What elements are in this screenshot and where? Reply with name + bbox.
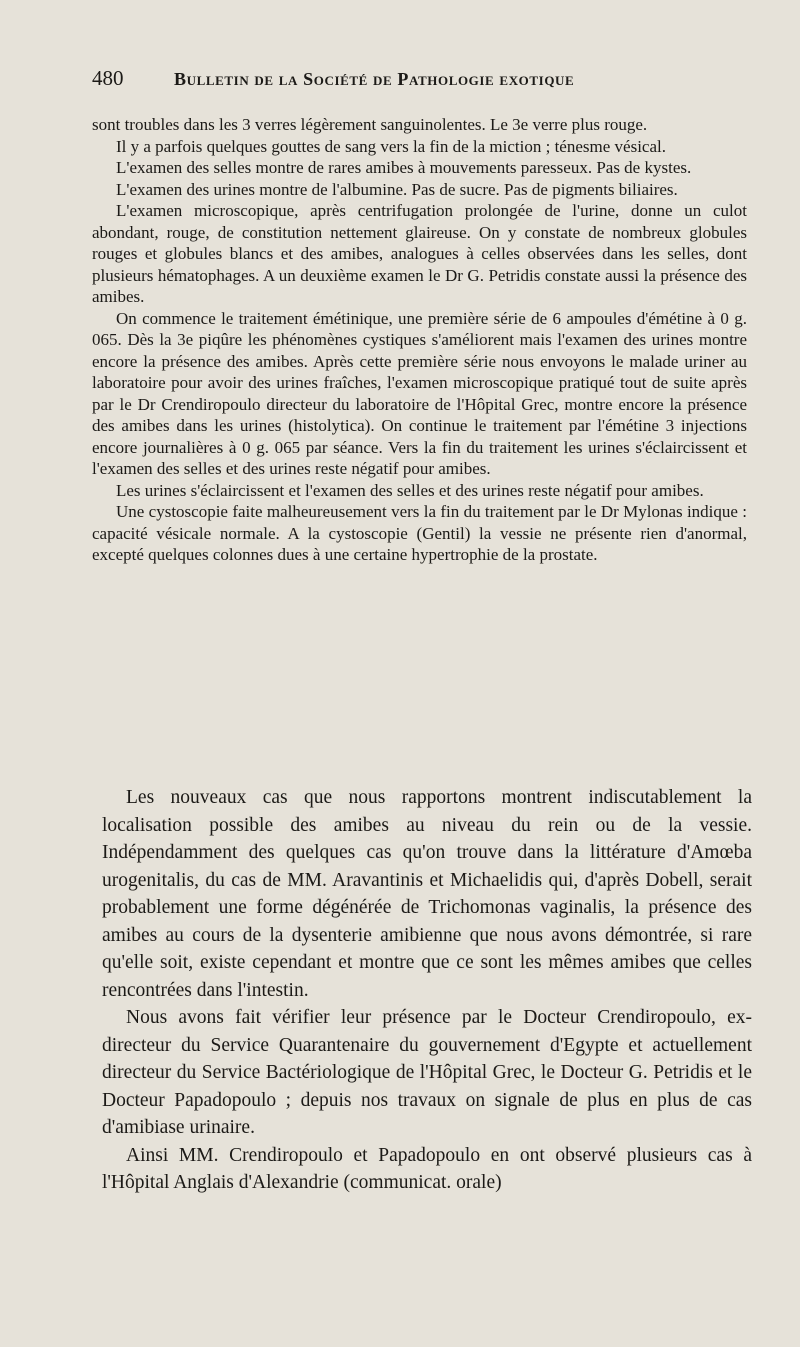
paragraph: L'examen des selles montre de rares amibes à mouvements paresseux. Pas de kystes. xyxy=(116,158,692,177)
paragraph: Nous avons fait vérifier leur présence par le Docteur Crendiropoulo, ex-directeur du Service Quarantenaire du gouvernement d'Egypte et actuellement directeur du Service Bactériologique de l'Hôpital Grec, le Docteur G. Petridis et le Docteur Papadopoulo ; depuis nos travaux on signale de plus en plus de cas d'amibiase urinaire. xyxy=(102,1007,752,1138)
paragraph: Une cystoscopie faite malheureusement vers la fin du traitement par le Dr Mylonas indique : capacité vésicale normale. A la cystoscopie (Gentil) la vessie ne présente rien d'anormal, excepté quelques colonnes dues à une certaine hypertrophie de la prostate. xyxy=(92,502,747,564)
paragraph: L'examen microscopique, après centrifugation prolongée de l'urine, donne un culot abondant, rouge, de constitution nettement glaireuse. On y constate de nombreux globules rouges et globules blancs et des amibes, analogues à celles observées dans les selles, dont plusieurs hématophages. A un deuxième examen le Dr G. Petridis constate aussi la présence des amibes. xyxy=(92,201,747,306)
paragraph: Les nouveaux cas que nous rapportons montrent indiscutablement la localisation possible des amibes au niveau du rein ou de la vessie. Indépendamment des quelques cas qu'on trouve dans la littérature d'Amœba urogenitalis, du cas de MM. Aravantinis et Michaelidis qui, d'après Dobell, serait probablement une forme dégénérée de Trichomonas vaginalis, la présence des amibes au cours de la dysenterie amibienne que nous avons démontrée, si rare qu'elle soit, existe cependant et montre que ce sont les mêmes amibes que celles rencontrées dans l'intestin. xyxy=(102,787,752,1001)
paragraph: Les urines s'éclaircissent et l'examen des selles et des urines reste négatif pour amibes. xyxy=(116,480,704,500)
paragraph: Il y a parfois quelques gouttes de sang vers la fin de la miction ; ténesme vésical. xyxy=(116,136,666,156)
running-title: Bulletin de la Société de Pathologie exotique xyxy=(174,69,575,89)
paragraph: L'examen des urines montre de l'albumine. Pas de sucre. Pas de pigments biliaires. xyxy=(116,179,678,199)
page-header xyxy=(92,66,752,96)
discussion-text xyxy=(102,784,752,1197)
case-report-text xyxy=(92,114,747,566)
paragraph: On commence le traitement émétinique, une première série de 6 ampoules d'émétine à 0 g. 065. Dès la 3e piqûre les phénomènes cystiques s'améliorent mais l'examen des urines montre encore la présence des amibes. Après cette première série nous envoyons le malade uriner au laboratoire pour avoir des urines fraîches, l'examen microscopique pratiqué tout de suite après par le Dr Crendiropoulo directeur du laboratoire de l'Hôpital Grec, montre encore la présence des amibes dans les urines (histolytica). On continue le traitement par l'émétine 3 injections encore journalières à 0 g. 065 par séance. Vers la fin du traitement les urines s'éclaircissent et l'examen des selles et des urines reste négatif pour amibes. xyxy=(92,308,747,478)
page-number: 480 xyxy=(92,66,124,90)
paragraph: Ainsi MM. Crendiropoulo et Papadopoulo en ont observé plusieurs cas à l'Hôpital Anglais d'Alexandrie (communicat. orale) xyxy=(102,1144,752,1193)
paragraph: sont troubles dans les 3 verres légèrement sanguinolentes. Le 3e verre plus rouge. xyxy=(92,115,648,134)
